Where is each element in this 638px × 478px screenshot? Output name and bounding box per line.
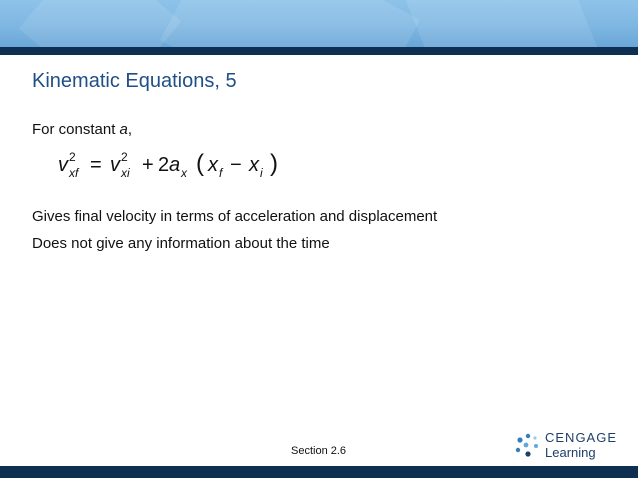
kinematic-equation [58, 146, 358, 186]
eq-lhs-sub: xf [69, 166, 79, 180]
eq-xi-var: x [249, 154, 259, 176]
eq-lhs-sup: 2 [69, 150, 76, 164]
eq-rhs1-sup: 2 [121, 150, 128, 164]
eq-xf-var: x [208, 154, 218, 176]
intro-punctuation: , [127, 121, 133, 138]
intro-label: For constant [32, 121, 120, 138]
logo-text-primary: CENGAGE [545, 430, 618, 445]
eq-close-paren: ) [270, 150, 278, 177]
intro-text [32, 121, 132, 138]
eq-accel-var: a [169, 154, 181, 176]
eq-xf-sub: f [219, 166, 223, 180]
body-line: Gives final velocity in terms of acceleration and displacement [32, 208, 438, 225]
eq-xi-sub: i [260, 166, 263, 180]
eq-open-paren: ( [196, 150, 204, 177]
header-banner [0, 0, 638, 47]
section-footer: Section 2.6 [291, 445, 347, 457]
slide-title: Kinematic Equations, 5 [32, 70, 237, 92]
banner-shard [160, 0, 420, 47]
body-line: Does not give any information about the time [32, 235, 330, 252]
eq-coefficient: 2 [158, 154, 170, 176]
eq-accel-sub: x [181, 166, 187, 180]
logo-dots-icon [514, 432, 542, 460]
eq-minus: − [230, 154, 242, 176]
banner-shard [396, 0, 604, 47]
eq-plus: + [142, 154, 154, 176]
header-stripe [0, 47, 638, 55]
intro-variable: a [119, 121, 128, 138]
eq-rhs1-var: v [110, 154, 120, 176]
publisher-logo [514, 428, 624, 462]
eq-lhs-var: v [58, 154, 68, 176]
logo-text-secondary: Learning [545, 445, 596, 460]
footer-stripe [0, 466, 638, 478]
banner-shard [19, 0, 182, 47]
eq-equals: = [90, 154, 102, 176]
eq-rhs1-sub: xi [121, 166, 130, 180]
